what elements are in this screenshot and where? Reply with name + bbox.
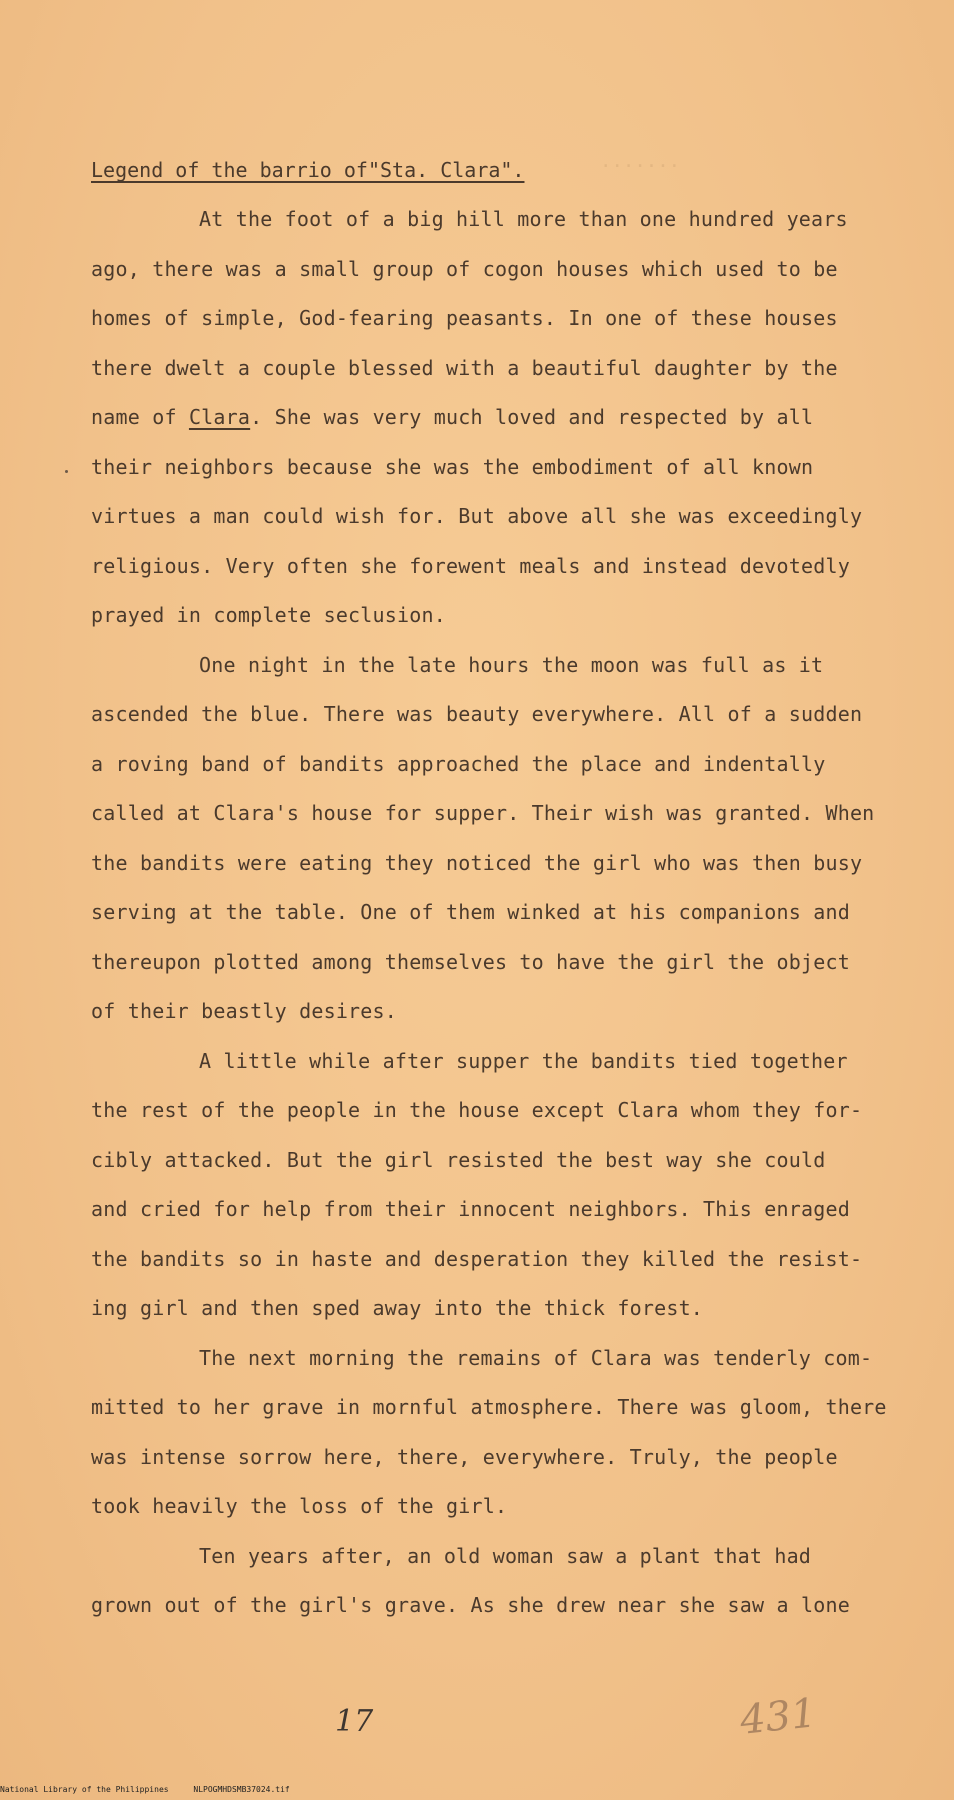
body-line: the bandits were eating they noticed the girl who was then busy [91,851,863,875]
body-line: a roving band of bandits approached the place and indentally [91,752,826,776]
body-line: A little while after supper the bandits tied together [199,1049,848,1073]
body-line: grown out of the girl's grave. As she drew near she saw a lone [91,1593,850,1617]
scan-footer [0,1785,310,1794]
body-line: and cried for help from their innocent neighbors. This enraged [91,1197,850,1221]
margin-mark [65,470,68,473]
body-line: ascended the blue. There was beauty everywhere. All of a sudden [91,702,863,726]
body-line: religious. Very often she forewent meals and instead devotedly [91,554,850,578]
document-title: Legend of the barrio of"Sta. Clara". [91,158,525,182]
body-line: ing girl and then sped away into the thick forest. [91,1296,704,1320]
handwritten-folio-number: 431 [737,1690,819,1744]
footer-filename: NLPOGMHDSMB37024.tif [193,1785,290,1794]
body-line: their neighbors because she was the embodiment of all known [91,455,814,479]
body-line: was intense sorrow here, there, everywhere. Truly, the people [91,1445,838,1469]
body-line: there dwelt a couple blessed with a beautiful daughter by the [91,356,838,380]
body-line: called at Clara's house for supper. Their wish was granted. When [91,801,875,825]
body-line: serving at the table. One of them winked at his companions and [91,900,850,924]
body-line: the bandits so in haste and desperation they killed the resist- [91,1247,863,1271]
body-line: ago, there was a small group of cogon houses which used to be [91,257,838,281]
body-line: At the foot of a big hill more than one hundred years [199,207,848,231]
body-line: of their beastly desires. [91,999,398,1023]
body-line: prayed in complete seclusion. [91,603,446,627]
body-line: The next morning the remains of Clara was tenderly com- [199,1346,873,1370]
body-line: homes of simple, God-fearing peasants. In one of these houses [91,306,838,330]
body-line: took heavily the loss of the girl. [91,1494,508,1518]
body-line: mitted to her grave in mornful atmosphere. There was gloom, there [91,1395,887,1419]
bleed-through-text: ....... [600,150,681,172]
footer-library: National Library of the Philippines [0,1785,169,1794]
page-number: 17 [335,1704,374,1739]
body-line: the rest of the people in the house except Clara whom they for- [91,1098,863,1122]
body-line: cibly attacked. But the girl resisted the best way she could [91,1148,826,1172]
body-line: One night in the late hours the moon was full as it [199,653,824,677]
body-line: virtues a man could wish for. But above all she was exceedingly [91,504,863,528]
body-line: Ten years after, an old woman saw a plant that had [199,1544,812,1568]
body-line: thereupon plotted among themselves to have the girl the object [91,950,850,974]
underlined-name: Clara [188,405,251,429]
body-line: name of Clara. She was very much loved and respected by all [91,405,814,429]
